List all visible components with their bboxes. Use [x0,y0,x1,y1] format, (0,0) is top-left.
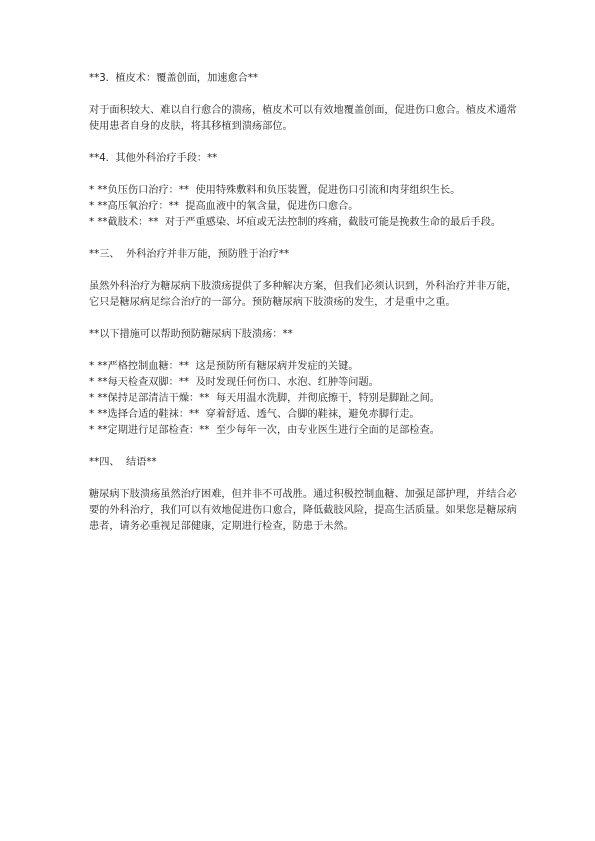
list-item: * **选择合适的鞋袜：** 穿着舒适、透气、合脚的鞋袜，避免赤脚行走。 [89,409,420,420]
list-item: * **每天检查双脚：** 及时发现任何伤口、水泡、红肿等问题。 [89,377,379,388]
heading-other-surgical-methods: **4. 其他外科治疗手段：** [89,153,218,164]
list-item: * **严格控制血糖：** 这是预防所有糖尿病并发症的关键。 [89,361,359,372]
other-methods-list [89,183,519,231]
list-item: * **保持足部清洁干燥：** 每天用温水洗脚，并彻底擦干，特别是脚趾之间。 [89,393,440,404]
paragraph-skin-graft: 对于面积较大、难以自行愈合的溃疡，植皮术可以有效地覆盖创面，促进伤口愈合。植皮术通常使用患者自身的皮肤，将其移植到溃疡部位。 [89,105,517,132]
prevention-measures-list [89,359,519,439]
heading-prevention-measures: **以下措施可以帮助预防糖尿病下肢溃疡：** [89,329,293,340]
list-item: * **截肢术：** 对于严重感染、坏疽或无法控制的疼痛，截肢可能是挽救生命的最后手段。 [89,217,502,228]
list-item: * **高压氧治疗：** 提高血液中的氧含量，促进伤口愈合。 [89,201,359,212]
heading-conclusion: **四、 结语** [89,457,157,468]
list-item: * **定期进行足部检查：** 至少每年一次，由专业医生进行全面的足部检查。 [89,425,440,436]
paragraph-prevention: 虽然外科治疗为糖尿病下肢溃疡提供了多种解决方案，但我们必须认识到，外科治疗并非万能，它只是糖尿病足综合治疗的一部分。预防糖尿病下肢溃疡的发生，才是重中之重。 [89,281,517,308]
heading-skin-graft: **3. 植皮术：覆盖创面，加速愈合** [89,73,259,84]
document-body [89,71,519,535]
list-item: * **负压伤口治疗：** 使用特殊敷料和负压装置，促进伤口引流和肉芽组织生长。 [89,185,461,196]
heading-prevention: **三、 外科治疗并非万能，预防胜于治疗** [89,249,290,260]
paragraph-conclusion: 糖尿病下肢溃疡虽然治疗困难，但并非不可战胜。通过积极控制血糖、加强足部护理，并结合必要的外科治疗，我们可以有效地促进伤口愈合，降低截肢风险，提高生活质量。如果您是糖尿病患者，请务必重视足部健康，定期进行检查，防患于未然。 [89,489,517,532]
